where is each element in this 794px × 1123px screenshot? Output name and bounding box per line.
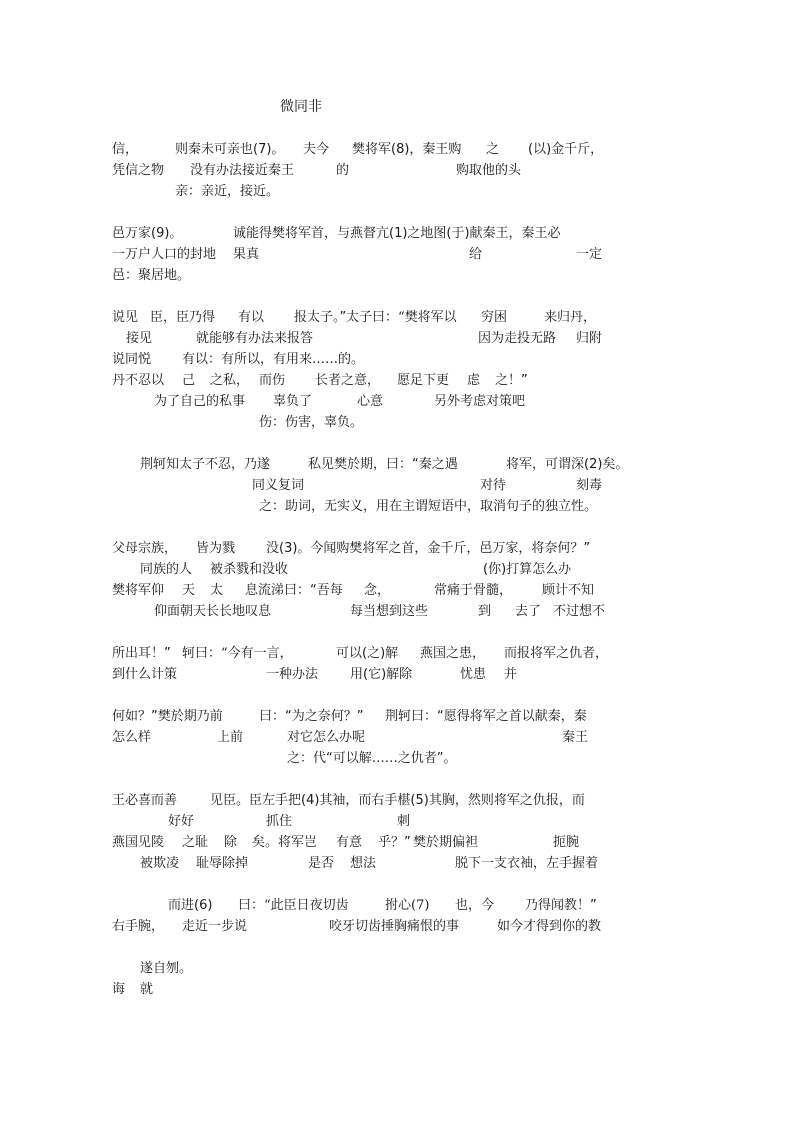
text-segment: 刺 [397, 814, 411, 829]
text-segment: 燕国见陵 [112, 835, 165, 850]
text-segment: 对待 [480, 478, 507, 493]
text-segment: 则秦未可亲也(7)。 [175, 142, 285, 157]
text-segment: 之：助词，无实义，用在主谓短语中，取消句子的独立性。 [259, 499, 598, 514]
text-line [0, 350, 794, 372]
text-line [0, 161, 794, 183]
text-segment: 太 [210, 583, 224, 598]
text-segment: 为了自己的私事 [154, 394, 246, 409]
text-line [0, 140, 794, 162]
text-segment: 上前 [217, 730, 244, 745]
text-segment: 好好 [168, 814, 195, 829]
text-segment: 也，今 [455, 898, 495, 913]
text-line [0, 812, 794, 834]
text-segment: 而报将军之仇者， [504, 646, 609, 661]
text-line [0, 959, 794, 981]
text-segment: 有意 [336, 835, 363, 850]
document-title: 微同非 [280, 99, 322, 115]
text-segment: 仰面朝天长长地叹息 [154, 604, 272, 619]
text-segment: 凭信之物 [112, 163, 165, 178]
text-segment: 所出耳！” [112, 646, 171, 661]
text-segment: 并 [504, 667, 518, 682]
text-line [0, 497, 794, 519]
text-segment: 来归丹， [544, 310, 597, 325]
text-segment: 诚能得樊将军首，与燕督亢(1)之地图(于)献秦王，秦王必 [233, 226, 561, 241]
text-segment: 何如？”樊於期乃前 [112, 709, 223, 724]
text-line [0, 413, 794, 435]
text-line [0, 392, 794, 414]
text-segment: 将军，可谓深(2)矣。 [506, 457, 629, 472]
text-segment: 顾计不知 [542, 583, 595, 598]
text-segment: 没有办法接近秦王 [190, 163, 295, 178]
text-segment: 曰：“此臣日夜切齿 [238, 898, 349, 913]
text-segment: 同族的人 [140, 562, 193, 577]
text-segment: 愿足下更 [397, 373, 450, 388]
text-segment: 除 [224, 835, 238, 850]
text-segment: 用(它)解除 [350, 667, 413, 682]
text-segment: 的 [336, 163, 350, 178]
text-segment: 皆为戮 [196, 541, 236, 556]
text-segment: 见臣。臣左手把(4)其袖，而右手椹(5)其胸，然则将军之仇报，而 [210, 793, 585, 808]
text-line [0, 539, 794, 561]
text-segment: 被杀戮和没收 [210, 562, 289, 577]
text-segment: 信， [112, 142, 139, 157]
text-segment: 王必喜而善 [112, 793, 178, 808]
text-segment: 邑万家(9)。 [112, 226, 183, 241]
text-segment: 耻辱除掉 [196, 856, 249, 871]
text-line [0, 224, 794, 246]
text-segment: 太子曰：“樊将军以 [346, 310, 457, 325]
text-segment: 就能够有办法来报答 [196, 331, 314, 346]
text-segment: 刻毒 [576, 478, 603, 493]
text-segment: 一种办法 [266, 667, 319, 682]
text-segment: 就 [140, 982, 154, 997]
text-segment: 有以：有所以，有用来……的。 [182, 352, 365, 367]
text-segment: 如今才得到你的教 [497, 919, 602, 934]
text-line [0, 266, 794, 288]
text-line [0, 728, 794, 750]
text-segment: 没(3)。今闻购樊将军之首，金千斤，邑万家，将奈何？” [266, 541, 591, 556]
text-segment: 心意 [357, 394, 384, 409]
text-segment: 樊将军仰 [112, 583, 165, 598]
text-segment: 荆轲知太子不忍，乃遂 [140, 457, 271, 472]
text-line [0, 560, 794, 582]
text-line [0, 791, 794, 813]
text-segment: 一万户人口的封地 [112, 247, 217, 262]
text-segment: 购取他的头 [456, 163, 522, 178]
text-segment: 乃得闻教！” [525, 898, 597, 913]
text-segment: 之耻 [182, 835, 209, 850]
text-segment: 之：代“可以解……之仇者”。 [287, 751, 457, 766]
text-segment: 荆轲曰：“愿得将军之首以献秦，秦 [385, 709, 587, 724]
text-segment: 每当想到这些 [350, 604, 429, 619]
text-line [0, 371, 794, 393]
text-line [0, 980, 794, 1002]
text-segment: 一定 [576, 247, 603, 262]
text-segment: 想法 [350, 856, 377, 871]
text-line [0, 329, 794, 351]
text-segment: 接见 [126, 331, 153, 346]
text-segment: (你)打算怎么办 [483, 562, 572, 577]
text-segment: 另外考虑对策吧 [434, 394, 526, 409]
text-segment: 之！” [495, 373, 528, 388]
text-segment: 伤：伤害，辜负。 [259, 415, 364, 430]
text-segment: 因为走投无路 [478, 331, 557, 346]
text-segment: 己 [182, 373, 196, 388]
text-segment: 诲 [112, 982, 126, 997]
text-segment: 右手腕， [112, 919, 165, 934]
text-segment: 常痛于骨髓， [434, 583, 513, 598]
text-segment: 抓住 [266, 814, 293, 829]
text-segment: 邑：聚居地。 [112, 268, 191, 283]
text-segment: 私见樊於期，曰：“秦之遇 [308, 457, 458, 472]
text-segment: 乎？” [378, 835, 411, 850]
text-segment: 矣。将军岂 [252, 835, 318, 850]
text-segment: 有以 [238, 310, 265, 325]
text-segment: 臣，臣乃得 [150, 310, 216, 325]
text-segment: 穷困 [481, 310, 508, 325]
text-segment: 樊於期偏袒 [413, 835, 479, 850]
text-segment: 拊心(7) [385, 898, 430, 913]
text-segment: 辜负了 [273, 394, 313, 409]
text-segment: 说同悦 [112, 352, 152, 367]
text-segment: 燕国之患， [420, 646, 486, 661]
text-segment: 而进(6) [168, 898, 213, 913]
text-segment: 报太子。” [294, 310, 347, 325]
text-segment: 丹不忍以 [112, 373, 165, 388]
text-segment: 是否 [308, 856, 335, 871]
text-line [0, 896, 794, 918]
text-segment: 到什么计策 [112, 667, 178, 682]
text-segment: 曰：“为之奈何？” [259, 709, 364, 724]
text-segment: 去了 [515, 604, 542, 619]
text-segment: 忧患 [460, 667, 487, 682]
text-line [0, 917, 794, 939]
text-segment: 息流涕曰：“吾每 [245, 583, 343, 598]
text-segment: 给 [469, 247, 483, 262]
text-segment: 脱下一支衣袖，左手握着 [455, 856, 599, 871]
text-segment: 扼腕 [553, 835, 580, 850]
text-segment: 被欺凌 [140, 856, 180, 871]
text-segment: 咬牙切齿捶胸痛恨的事 [329, 919, 460, 934]
text-line [0, 581, 794, 603]
text-segment: 夫今 [303, 142, 330, 157]
text-segment: (以)金千斤， [528, 142, 604, 157]
text-segment: 可以(之)解 [336, 646, 399, 661]
text-segment: 亲：亲近，接近。 [175, 184, 280, 199]
text-line [0, 476, 794, 498]
text-segment: 长者之意， [315, 373, 381, 388]
text-segment: 到 [478, 604, 492, 619]
text-segment: 同义复词 [252, 478, 305, 493]
text-line [0, 644, 794, 666]
text-segment: 虑 [467, 373, 481, 388]
text-segment: 念， [364, 583, 391, 598]
text-segment: 不过想不 [553, 604, 606, 619]
text-line [0, 245, 794, 267]
text-line [0, 308, 794, 330]
text-line [0, 455, 794, 477]
text-segment: 轲曰：“今有一言， [182, 646, 293, 661]
text-segment: 樊将军(8)，秦王购 [352, 142, 462, 157]
text-segment: 遂自刎。 [140, 961, 193, 976]
text-line [0, 854, 794, 876]
text-line [0, 665, 794, 687]
text-segment: 而伤 [259, 373, 286, 388]
text-line [0, 602, 794, 624]
text-line [0, 833, 794, 855]
text-segment: 归附 [576, 331, 603, 346]
text-segment: 走近一步说 [182, 919, 248, 934]
text-line [0, 182, 794, 204]
text-segment: 怎么样 [112, 730, 152, 745]
text-segment: 果真 [233, 247, 260, 262]
text-line [0, 707, 794, 729]
text-segment: 说见 [112, 310, 139, 325]
text-segment: 对它怎么办呢 [287, 730, 366, 745]
text-segment: 秦王 [562, 730, 589, 745]
text-segment: 之 [486, 142, 500, 157]
text-segment: 天 [182, 583, 196, 598]
text-segment: 之私， [210, 373, 250, 388]
text-segment: 父母宗族， [112, 541, 178, 556]
text-line [0, 749, 794, 771]
